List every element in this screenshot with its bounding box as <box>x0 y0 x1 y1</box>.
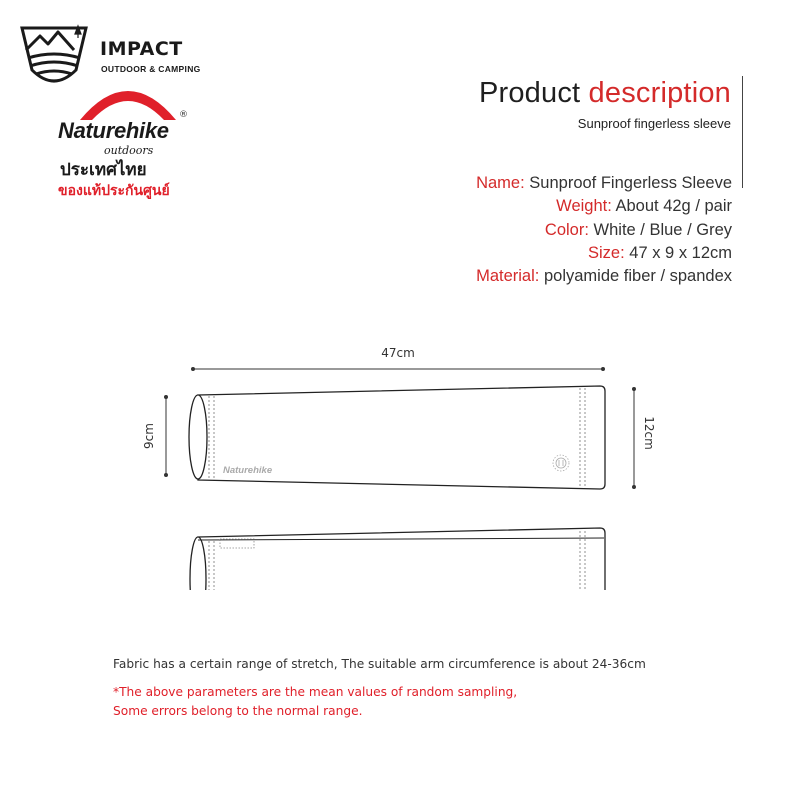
spec-value: 47 x 9 x 12cm <box>629 243 732 262</box>
spec-list <box>476 172 732 288</box>
spec-value: About 42g / pair <box>615 197 732 216</box>
page-subtitle: Sunproof fingerless sleeve <box>577 116 731 131</box>
length-dimension <box>191 346 605 371</box>
spec-row-material <box>476 265 732 288</box>
spec-value: polyamide fiber / spandex <box>543 267 732 286</box>
sleeve-dimension-diagram <box>0 330 800 590</box>
title-part-product: Product <box>478 77 581 109</box>
spec-row-name <box>476 172 732 195</box>
impact-brand-tagline: OUTDOOR & CAMPING <box>101 64 201 74</box>
impact-brand-name: IMPACT <box>100 38 183 60</box>
spec-value: Sunproof Fingerless Sleeve <box>529 174 732 192</box>
spec-label: Color: <box>544 220 589 239</box>
spec-label: Size: <box>588 243 625 262</box>
sleeve-side-view <box>190 528 605 590</box>
narrow-end-dimension <box>142 395 168 477</box>
sleeve-print-text: Naturehike <box>223 465 273 476</box>
spec-label: Name: <box>476 174 525 192</box>
wide-end-dimension <box>632 387 656 489</box>
spec-row-weight <box>476 195 732 218</box>
sleeve-top-view <box>189 386 605 489</box>
naturehike-arc-icon <box>78 80 178 122</box>
spec-label: Material: <box>476 267 540 286</box>
length-label: 47cm <box>381 346 415 360</box>
naturehike-brand-name: Naturehike <box>58 118 169 143</box>
disclaimer-line-2: Some errors belong to the normal range. <box>113 704 363 718</box>
thai-country-label: ประเทศไทย <box>60 160 147 180</box>
spec-value: White / Blue / Grey <box>593 220 732 239</box>
naturehike-tagline: outdoors <box>104 144 154 157</box>
spec-row-color <box>476 219 732 242</box>
spec-row-size <box>476 242 732 265</box>
disclaimer-note <box>113 683 517 721</box>
wide-end-label: 12cm <box>642 416 656 450</box>
stretch-note: Fabric has a certain range of stretch, The suitable arm circumference is about 24-36cm <box>113 657 646 671</box>
narrow-end-label: 9cm <box>142 423 156 449</box>
thai-official-label: ของแท้ประกันศูนย์ <box>58 183 170 199</box>
title-part-description: description <box>588 77 731 109</box>
disclaimer-line-1: *The above parameters are the mean values of random sampling, <box>113 685 518 699</box>
registered-mark: ® <box>179 110 188 120</box>
spec-label: Weight: <box>556 197 612 216</box>
page-title <box>479 77 731 110</box>
header-divider <box>742 76 743 188</box>
naturehike-logo <box>58 80 198 205</box>
